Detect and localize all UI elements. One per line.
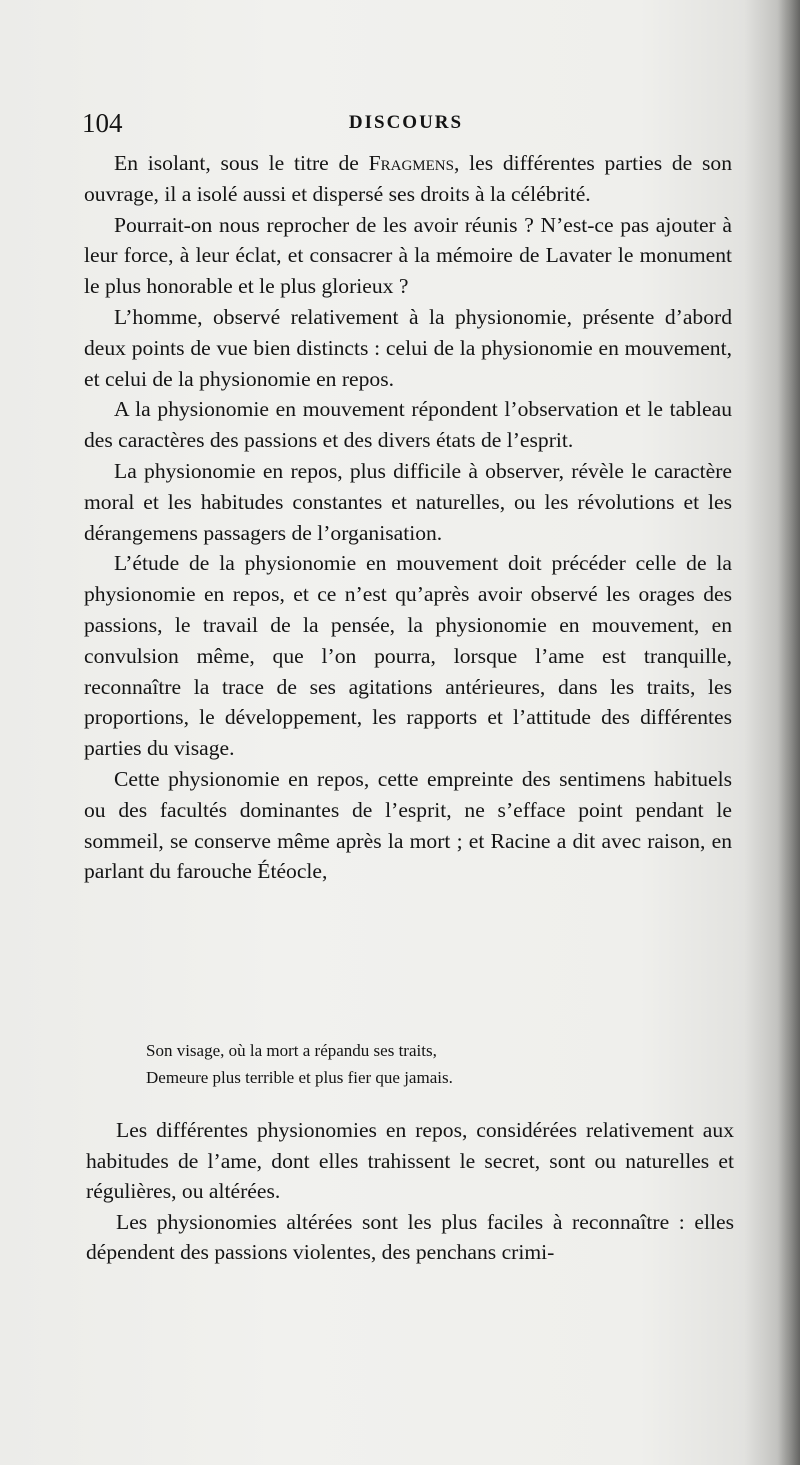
paragraph: La physionomie en repos, plus difficile à observer, révèle le caractère moral et les habitudes constantes et naturelles, ou les révolutions et les dérangemens passagers de l’organisation. [84, 458, 732, 545]
paragraph: Pourrait-on nous reprocher de les avoir réunis ? N’est-ce pas ajouter à leur force, à leur éclat, et consacrer à la mémoire de Lavater le monument le plus honorable et le plus glorieux ? [84, 212, 732, 299]
paragraph: L’étude de la physionomie en mouvement doit précéder celle de la physionomie en repos, et ce n’est qu’après avoir observé les orages des passions, le travail de la pensée, la physionomie en mouvement, en convulsion même, que l’on pourra, lorsque l’ame est tranquille, reconnaître la trace de ses agitations antérieures, dans les traits, les proportions, le développement, les rapports et l’attitude des différentes parties du visage. [84, 551, 732, 761]
paragraph [84, 148, 732, 210]
paragraph: Les physionomies altérées sont les plus faciles à reconnaître : elles dépendent des passions violentes, des penchans crimi- [86, 1209, 734, 1265]
main-text-continued [86, 1115, 734, 1268]
paragraph: Les différentes physionomies en repos, considérées relativement aux habitudes de l’ame, dont elles trahissent le secret, sont ou naturelles et régulières, ou altérées. [86, 1118, 734, 1204]
paragraph: L’homme, observé relativement à la physionomie, présente d’abord deux points de vue bien distincts : celui de la physionomie en mouvement, et celui de la physionomie en repos. [84, 304, 732, 391]
page-header [82, 108, 730, 142]
page-edge-shadow [778, 0, 800, 1465]
running-title: DISCOURS [348, 112, 464, 133]
main-text [84, 148, 732, 887]
verse-quotation [146, 1037, 666, 1091]
paragraph-text: , les différentes parties de son ouvrage, il a isolé aussi et dispersé ses droits à la célébrité. [84, 151, 732, 206]
paragraph-text: En isolant, sous le titre de [114, 151, 369, 175]
smallcaps-title: Fragmens [368, 151, 454, 175]
paragraph: Cette physionomie en repos, cette empreinte des sentimens habituels ou des facultés dominantes de l’esprit, ne s’efface point pendant le sommeil, se conserve même après la mort ; et Racine a dit avec raison, en parlant du farouche Étéocle, [84, 766, 732, 884]
page-number: 104 [82, 108, 123, 138]
paragraph: A la physionomie en mouvement répondent l’observation et le tableau des caractères des passions et des divers états de l’esprit. [84, 397, 732, 453]
verse-line: Demeure plus terrible et plus fier que jamais. [146, 1068, 453, 1087]
verse-line: Son visage, où la mort a répandu ses traits, [146, 1041, 437, 1060]
